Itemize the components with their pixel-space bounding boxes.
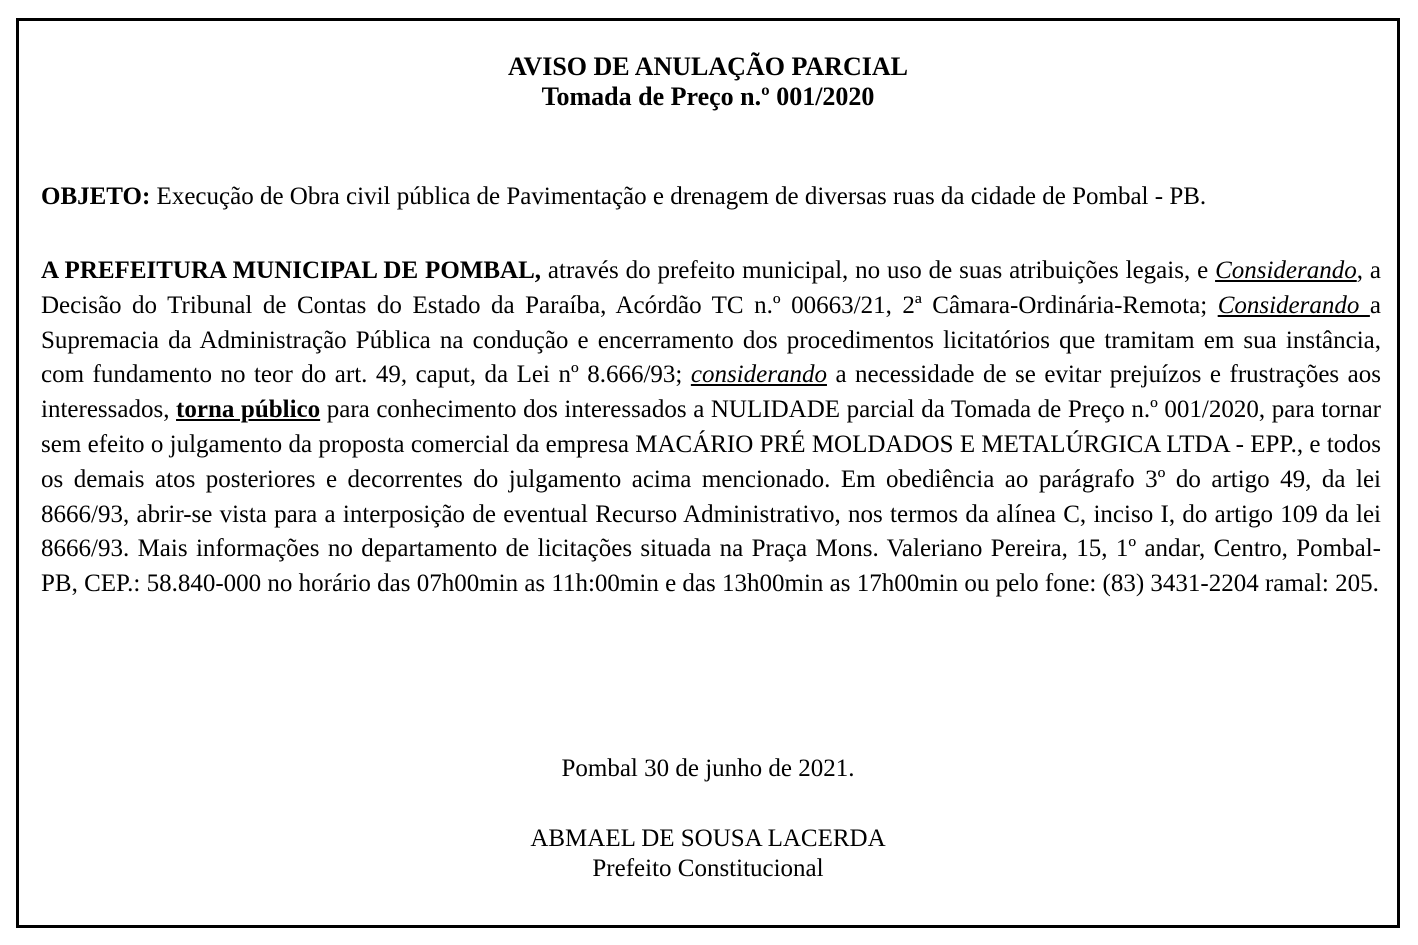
objeto-label: OBJETO: xyxy=(41,183,151,210)
notice-frame xyxy=(16,18,1400,928)
objeto-paragraph xyxy=(41,180,1381,214)
considerando-3: considerando xyxy=(690,361,827,389)
torna-publico: torna público xyxy=(176,396,321,424)
body-text-2: , a Decisão do Tribunal de Contas do Estado da Paraíba, Acórdão TC n.º 00663/21, 2ª Câmara-Ordinária-Remota; xyxy=(41,257,1381,319)
objeto-text: Execução de Obra civil pública de Pavimentação e drenagem de diversas ruas da cidade de Pombal - PB. xyxy=(150,183,1207,210)
notice-title-sub: Tomada de Preço n.º 001/2020 xyxy=(541,82,875,111)
body-text-4: a necessidade de se evitar prejuízos e frustrações aos interessados, xyxy=(41,361,1381,424)
notice-title-main: AVISO DE ANULAÇÃO PARCIAL xyxy=(508,52,908,81)
body-text-3: a Supremacia da Administração Pública na condução e encerramento dos procedimentos licitatórios que tramitam em sua instância, com fundamento no teor do art. 49, caput, da Lei nº 8.666/93; xyxy=(41,291,1381,389)
entity-name: A PREFEITURA MUNICIPAL DE POMBAL, xyxy=(41,257,542,284)
body-text-5: para conhecimento dos interessados a NULIDADE parcial da Tomada de Preço n.º 001/2020, para tornar sem efeito o julgamento da proposta comercial da empresa MACÁRIO PRÉ MOLDADOS E METALÚRGICA LTDA - EPP., e todos os demais atos posteriores e decorrentes do julgamento acima mencionado. Em obediência ao parágrafo 3º do artigo 49, da lei 8666/93, abrir-se vista para a interposição de eventual Recurso Administrativo, nos termos da alínea C, inciso I, do artigo 109 da lei 8666/93. Mais informações no departamento de licitações situada na Praça Mons. Valeriano Pereira, 15, 1º andar, Centro, Pombal-PB, CEP.: 58.840-000 no horário das 07h00min as 11h:00min e das 13h00min as 17h00min ou pelo fone: (83) 3431-2204 ramal: 205. xyxy=(41,396,1381,598)
notice-body xyxy=(41,254,1381,602)
signature-block xyxy=(19,824,1397,884)
considerando-2: Considerando xyxy=(1217,291,1370,319)
signer-role: Prefeito Constitucional xyxy=(592,855,824,882)
notice-title xyxy=(19,52,1397,112)
signer-name: ABMAEL DE SOUSA LACERDA xyxy=(530,825,886,852)
body-text-1: através do prefeito municipal, no uso de suas atribuições legais, e xyxy=(541,257,1216,284)
considerando-1: Considerando xyxy=(1215,257,1357,284)
notice-date: Pombal 30 de junho de 2021. xyxy=(561,755,855,782)
